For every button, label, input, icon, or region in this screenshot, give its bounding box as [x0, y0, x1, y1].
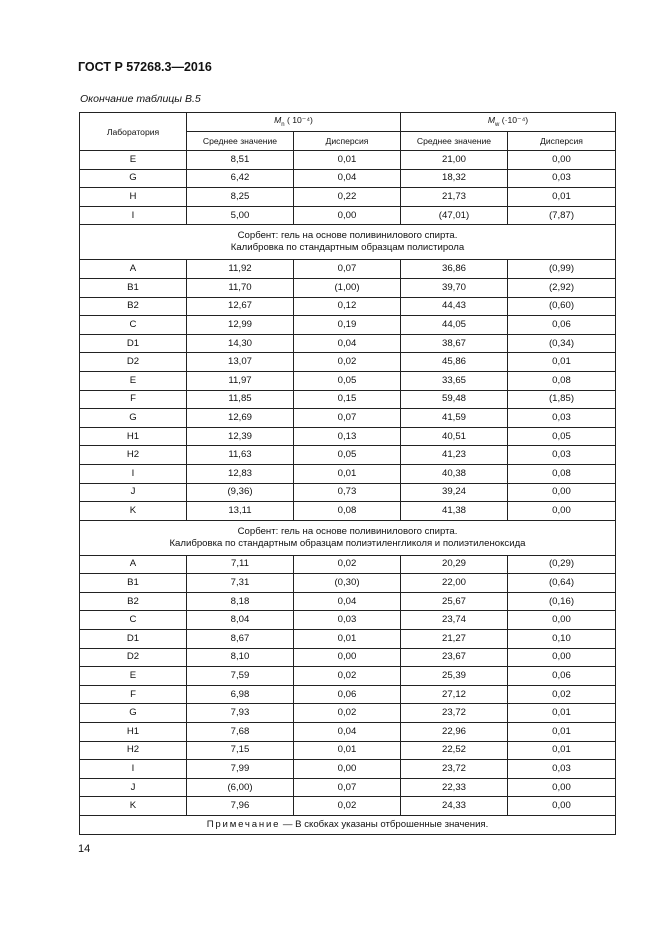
cell-mn-dispersion: 0,02	[294, 555, 401, 574]
cell-laboratory: H1	[80, 723, 187, 742]
table-row	[80, 592, 616, 611]
cell-mn-mean: 12,69	[187, 409, 294, 428]
cell-mn-mean: 5,00	[187, 206, 294, 225]
cell-mn-mean: 11,70	[187, 278, 294, 297]
cell-mn-mean: 7,93	[187, 704, 294, 723]
cell-mw-dispersion: 0,06	[508, 667, 616, 686]
cell-mn-mean: 11,85	[187, 390, 294, 409]
cell-mn-dispersion: 0,00	[294, 648, 401, 667]
cell-mn-mean: 11,63	[187, 446, 294, 465]
note-label: Примечание	[206, 819, 281, 830]
cell-mn-mean: 7,68	[187, 723, 294, 742]
mw-symbol: M	[487, 114, 496, 125]
cell-laboratory: B2	[80, 297, 187, 316]
table-row	[80, 151, 616, 170]
cell-mn-dispersion: 0,73	[294, 483, 401, 502]
cell-laboratory: I	[80, 206, 187, 225]
table-row	[80, 723, 616, 742]
cell-mw-dispersion: 0,01	[508, 353, 616, 372]
cell-mn-dispersion: 0,07	[294, 409, 401, 428]
cell-mn-mean: 7,96	[187, 797, 294, 816]
cell-mn-dispersion: 0,01	[294, 464, 401, 483]
cell-laboratory: K	[80, 502, 187, 521]
table-row	[80, 464, 616, 483]
section-header-row	[80, 225, 616, 260]
cell-laboratory: H2	[80, 446, 187, 465]
cell-mn-dispersion: 0,15	[294, 390, 401, 409]
cell-mw-dispersion: 0,01	[508, 704, 616, 723]
cell-mn-mean: 7,31	[187, 574, 294, 593]
cell-mw-mean: 41,38	[401, 502, 508, 521]
cell-mn-dispersion: 0,01	[294, 630, 401, 649]
cell-mn-dispersion: 0,04	[294, 334, 401, 353]
cell-mn-mean: 12,67	[187, 297, 294, 316]
cell-laboratory: D2	[80, 648, 187, 667]
cell-mn-dispersion: 0,01	[294, 151, 401, 170]
cell-mn-dispersion: 0,05	[294, 371, 401, 390]
cell-laboratory: H1	[80, 427, 187, 446]
cell-mn-dispersion: 0,02	[294, 797, 401, 816]
table-row	[80, 741, 616, 760]
table-row	[80, 188, 616, 207]
table-row	[80, 334, 616, 353]
cell-mn-mean: 8,51	[187, 151, 294, 170]
cell-mw-mean: 20,29	[401, 555, 508, 574]
table-row	[80, 260, 616, 279]
cell-mw-mean: 36,86	[401, 260, 508, 279]
table-row	[80, 409, 616, 428]
cell-mw-dispersion: 0,08	[508, 371, 616, 390]
cell-laboratory: J	[80, 483, 187, 502]
cell-mn-dispersion: 0,04	[294, 592, 401, 611]
cell-mw-dispersion: 0,00	[508, 797, 616, 816]
cell-mw-mean: 22,96	[401, 723, 508, 742]
cell-mw-dispersion: 0,03	[508, 409, 616, 428]
cell-mn-dispersion: 0,07	[294, 778, 401, 797]
cell-laboratory: I	[80, 760, 187, 779]
cell-mw-mean: 22,33	[401, 778, 508, 797]
cell-laboratory: A	[80, 555, 187, 574]
mn-symbol: M	[274, 114, 282, 125]
cell-mw-mean: 33,65	[401, 371, 508, 390]
cell-mn-dispersion: 0,05	[294, 446, 401, 465]
cell-mw-mean: 40,51	[401, 427, 508, 446]
table-body	[80, 151, 616, 816]
table-row	[80, 555, 616, 574]
column-header-mn	[187, 113, 401, 132]
cell-mw-mean: 21,00	[401, 151, 508, 170]
cell-mn-dispersion: 0,07	[294, 260, 401, 279]
cell-mw-dispersion: (0,29)	[508, 555, 616, 574]
mw-subscript: w	[495, 121, 500, 128]
cell-laboratory: G	[80, 169, 187, 188]
note-dash: —	[280, 819, 296, 830]
cell-mn-mean: 14,30	[187, 334, 294, 353]
cell-laboratory: G	[80, 704, 187, 723]
cell-laboratory: A	[80, 260, 187, 279]
table-row	[80, 778, 616, 797]
table-row	[80, 427, 616, 446]
cell-mw-dispersion: 0,00	[508, 151, 616, 170]
cell-laboratory: H	[80, 188, 187, 207]
table-row	[80, 278, 616, 297]
cell-mn-dispersion: 0,00	[294, 760, 401, 779]
cell-mn-mean: 7,15	[187, 741, 294, 760]
results-table	[79, 112, 616, 835]
cell-mw-dispersion: (0,60)	[508, 297, 616, 316]
cell-mw-mean: 44,05	[401, 316, 508, 335]
cell-mn-mean: 13,11	[187, 502, 294, 521]
cell-mw-mean: 59,48	[401, 390, 508, 409]
column-header-mn-dispersion: Дисперсия	[294, 132, 401, 151]
table-row	[80, 297, 616, 316]
table-row	[80, 483, 616, 502]
cell-mw-dispersion: 0,08	[508, 464, 616, 483]
cell-mw-dispersion: (0,34)	[508, 334, 616, 353]
cell-mn-mean: (6,00)	[187, 778, 294, 797]
cell-mn-dispersion: 0,02	[294, 353, 401, 372]
cell-mn-mean: 12,39	[187, 427, 294, 446]
cell-mn-dispersion: 0,22	[294, 188, 401, 207]
cell-mn-dispersion: (0,30)	[294, 574, 401, 593]
mn-subscript: n	[281, 121, 285, 128]
cell-mw-dispersion: 0,01	[508, 741, 616, 760]
cell-mn-dispersion: 0,06	[294, 685, 401, 704]
cell-mw-mean: 39,24	[401, 483, 508, 502]
table-note	[80, 816, 616, 835]
cell-mw-mean: 27,12	[401, 685, 508, 704]
table-header-row	[80, 113, 616, 132]
cell-mw-dispersion: 0,03	[508, 446, 616, 465]
cell-mw-mean: 23,72	[401, 704, 508, 723]
column-header-mw	[401, 113, 616, 132]
cell-mn-mean: 13,07	[187, 353, 294, 372]
cell-mw-dispersion: 0,02	[508, 685, 616, 704]
cell-mw-mean: (47,01)	[401, 206, 508, 225]
cell-mw-mean: 24,33	[401, 797, 508, 816]
cell-laboratory: H2	[80, 741, 187, 760]
cell-mw-mean: 22,52	[401, 741, 508, 760]
table-row	[80, 611, 616, 630]
cell-laboratory: F	[80, 685, 187, 704]
table-row	[80, 574, 616, 593]
cell-mw-mean: 23,74	[401, 611, 508, 630]
column-header-mw-dispersion: Дисперсия	[508, 132, 616, 151]
cell-mn-mean: 8,04	[187, 611, 294, 630]
table-row	[80, 648, 616, 667]
cell-mn-mean: 8,10	[187, 648, 294, 667]
cell-mw-dispersion: 0,03	[508, 169, 616, 188]
cell-laboratory: E	[80, 371, 187, 390]
mw-unit: (·10⁻⁴)	[499, 114, 529, 125]
cell-mw-dispersion: (0,99)	[508, 260, 616, 279]
cell-laboratory: G	[80, 409, 187, 428]
table-note-row	[80, 816, 616, 835]
cell-mw-dispersion: 0,01	[508, 723, 616, 742]
cell-mw-dispersion: 0,05	[508, 427, 616, 446]
cell-mn-mean: 7,99	[187, 760, 294, 779]
section-title-line: Сорбент: гель на основе поливинилового спирта.	[237, 230, 458, 242]
cell-mn-dispersion: 0,12	[294, 297, 401, 316]
cell-mn-mean: 12,83	[187, 464, 294, 483]
cell-mw-mean: 23,72	[401, 760, 508, 779]
table-row	[80, 760, 616, 779]
cell-mn-mean: 8,67	[187, 630, 294, 649]
cell-mw-mean: 21,27	[401, 630, 508, 649]
cell-laboratory: J	[80, 778, 187, 797]
cell-mn-mean: 6,42	[187, 169, 294, 188]
cell-mw-mean: 41,23	[401, 446, 508, 465]
cell-mn-dispersion: 0,00	[294, 206, 401, 225]
cell-laboratory: B2	[80, 592, 187, 611]
cell-mn-mean: 7,59	[187, 667, 294, 686]
table-row	[80, 206, 616, 225]
cell-mw-mean: 38,67	[401, 334, 508, 353]
table-row	[80, 630, 616, 649]
cell-mw-dispersion: (0,64)	[508, 574, 616, 593]
cell-mn-mean: 8,25	[187, 188, 294, 207]
column-header-mn-mean: Среднее значение	[187, 132, 294, 151]
cell-mn-dispersion: 0,04	[294, 169, 401, 188]
cell-mw-mean: 44,43	[401, 297, 508, 316]
cell-laboratory: D1	[80, 630, 187, 649]
table-row	[80, 704, 616, 723]
section-title-line: Калибровка по стандартным образцам полистирола	[230, 242, 465, 254]
section-header-row	[80, 520, 616, 555]
cell-mw-mean: 39,70	[401, 278, 508, 297]
cell-mn-mean: 12,99	[187, 316, 294, 335]
cell-mw-mean: 45,86	[401, 353, 508, 372]
column-header-mw-mean: Среднее значение	[401, 132, 508, 151]
table-row	[80, 667, 616, 686]
cell-mw-mean: 23,67	[401, 648, 508, 667]
cell-mn-dispersion: 0,13	[294, 427, 401, 446]
cell-mw-dispersion: 0,01	[508, 188, 616, 207]
table-row	[80, 797, 616, 816]
cell-mw-dispersion: 0,00	[508, 483, 616, 502]
cell-laboratory: D1	[80, 334, 187, 353]
cell-mn-mean: 7,11	[187, 555, 294, 574]
document-header: ГОСТ Р 57268.3—2016	[78, 60, 212, 74]
cell-mw-dispersion: 0,10	[508, 630, 616, 649]
cell-mn-dispersion: 0,02	[294, 704, 401, 723]
cell-laboratory: C	[80, 316, 187, 335]
cell-laboratory: E	[80, 151, 187, 170]
table-row	[80, 169, 616, 188]
section-title-line: Сорбент: гель на основе поливинилового спирта.	[237, 525, 458, 537]
cell-mw-dispersion: (0,16)	[508, 592, 616, 611]
cell-mn-dispersion: (1,00)	[294, 278, 401, 297]
cell-laboratory: C	[80, 611, 187, 630]
cell-mn-dispersion: 0,08	[294, 502, 401, 521]
note-text: В скобках указаны отброшенные значения.	[295, 819, 489, 830]
table-caption: Окончание таблицы В.5	[80, 93, 201, 105]
cell-mw-mean: 25,39	[401, 667, 508, 686]
cell-mn-mean: 11,97	[187, 371, 294, 390]
mn-unit: ( 10⁻⁴)	[284, 114, 313, 125]
section-title	[80, 520, 616, 555]
cell-mw-mean: 22,00	[401, 574, 508, 593]
cell-mn-mean: (9,36)	[187, 483, 294, 502]
cell-mw-mean: 40,38	[401, 464, 508, 483]
cell-mw-dispersion: 0,03	[508, 760, 616, 779]
table-row	[80, 316, 616, 335]
cell-mn-dispersion: 0,02	[294, 667, 401, 686]
cell-mn-dispersion: 0,19	[294, 316, 401, 335]
cell-mw-mean: 21,73	[401, 188, 508, 207]
cell-mn-dispersion: 0,01	[294, 741, 401, 760]
cell-laboratory: B1	[80, 574, 187, 593]
cell-mn-mean: 6,98	[187, 685, 294, 704]
cell-laboratory: I	[80, 464, 187, 483]
cell-mw-dispersion: (1,85)	[508, 390, 616, 409]
table-row	[80, 353, 616, 372]
section-title	[80, 225, 616, 260]
cell-mn-dispersion: 0,03	[294, 611, 401, 630]
cell-mw-dispersion: 0,00	[508, 611, 616, 630]
cell-mw-dispersion: (7,87)	[508, 206, 616, 225]
table-row	[80, 446, 616, 465]
column-header-laboratory: Лаборатория	[80, 113, 187, 151]
cell-mw-dispersion: 0,06	[508, 316, 616, 335]
cell-mn-dispersion: 0,04	[294, 723, 401, 742]
cell-mw-mean: 25,67	[401, 592, 508, 611]
cell-laboratory: F	[80, 390, 187, 409]
cell-mw-mean: 41,59	[401, 409, 508, 428]
table-row	[80, 371, 616, 390]
table-row	[80, 685, 616, 704]
table-row	[80, 502, 616, 521]
cell-mw-dispersion: (2,92)	[508, 278, 616, 297]
cell-laboratory: B1	[80, 278, 187, 297]
cell-mw-dispersion: 0,00	[508, 778, 616, 797]
cell-mn-mean: 11,92	[187, 260, 294, 279]
cell-mw-dispersion: 0,00	[508, 648, 616, 667]
section-title-line: Калибровка по стандартным образцам полиэтиленгликоля и полиэтиленоксида	[169, 537, 526, 549]
page-number: 14	[78, 843, 91, 855]
cell-mn-mean: 8,18	[187, 592, 294, 611]
cell-mw-dispersion: 0,00	[508, 502, 616, 521]
cell-laboratory: E	[80, 667, 187, 686]
cell-mw-mean: 18,32	[401, 169, 508, 188]
table-row	[80, 390, 616, 409]
cell-laboratory: D2	[80, 353, 187, 372]
cell-laboratory: K	[80, 797, 187, 816]
